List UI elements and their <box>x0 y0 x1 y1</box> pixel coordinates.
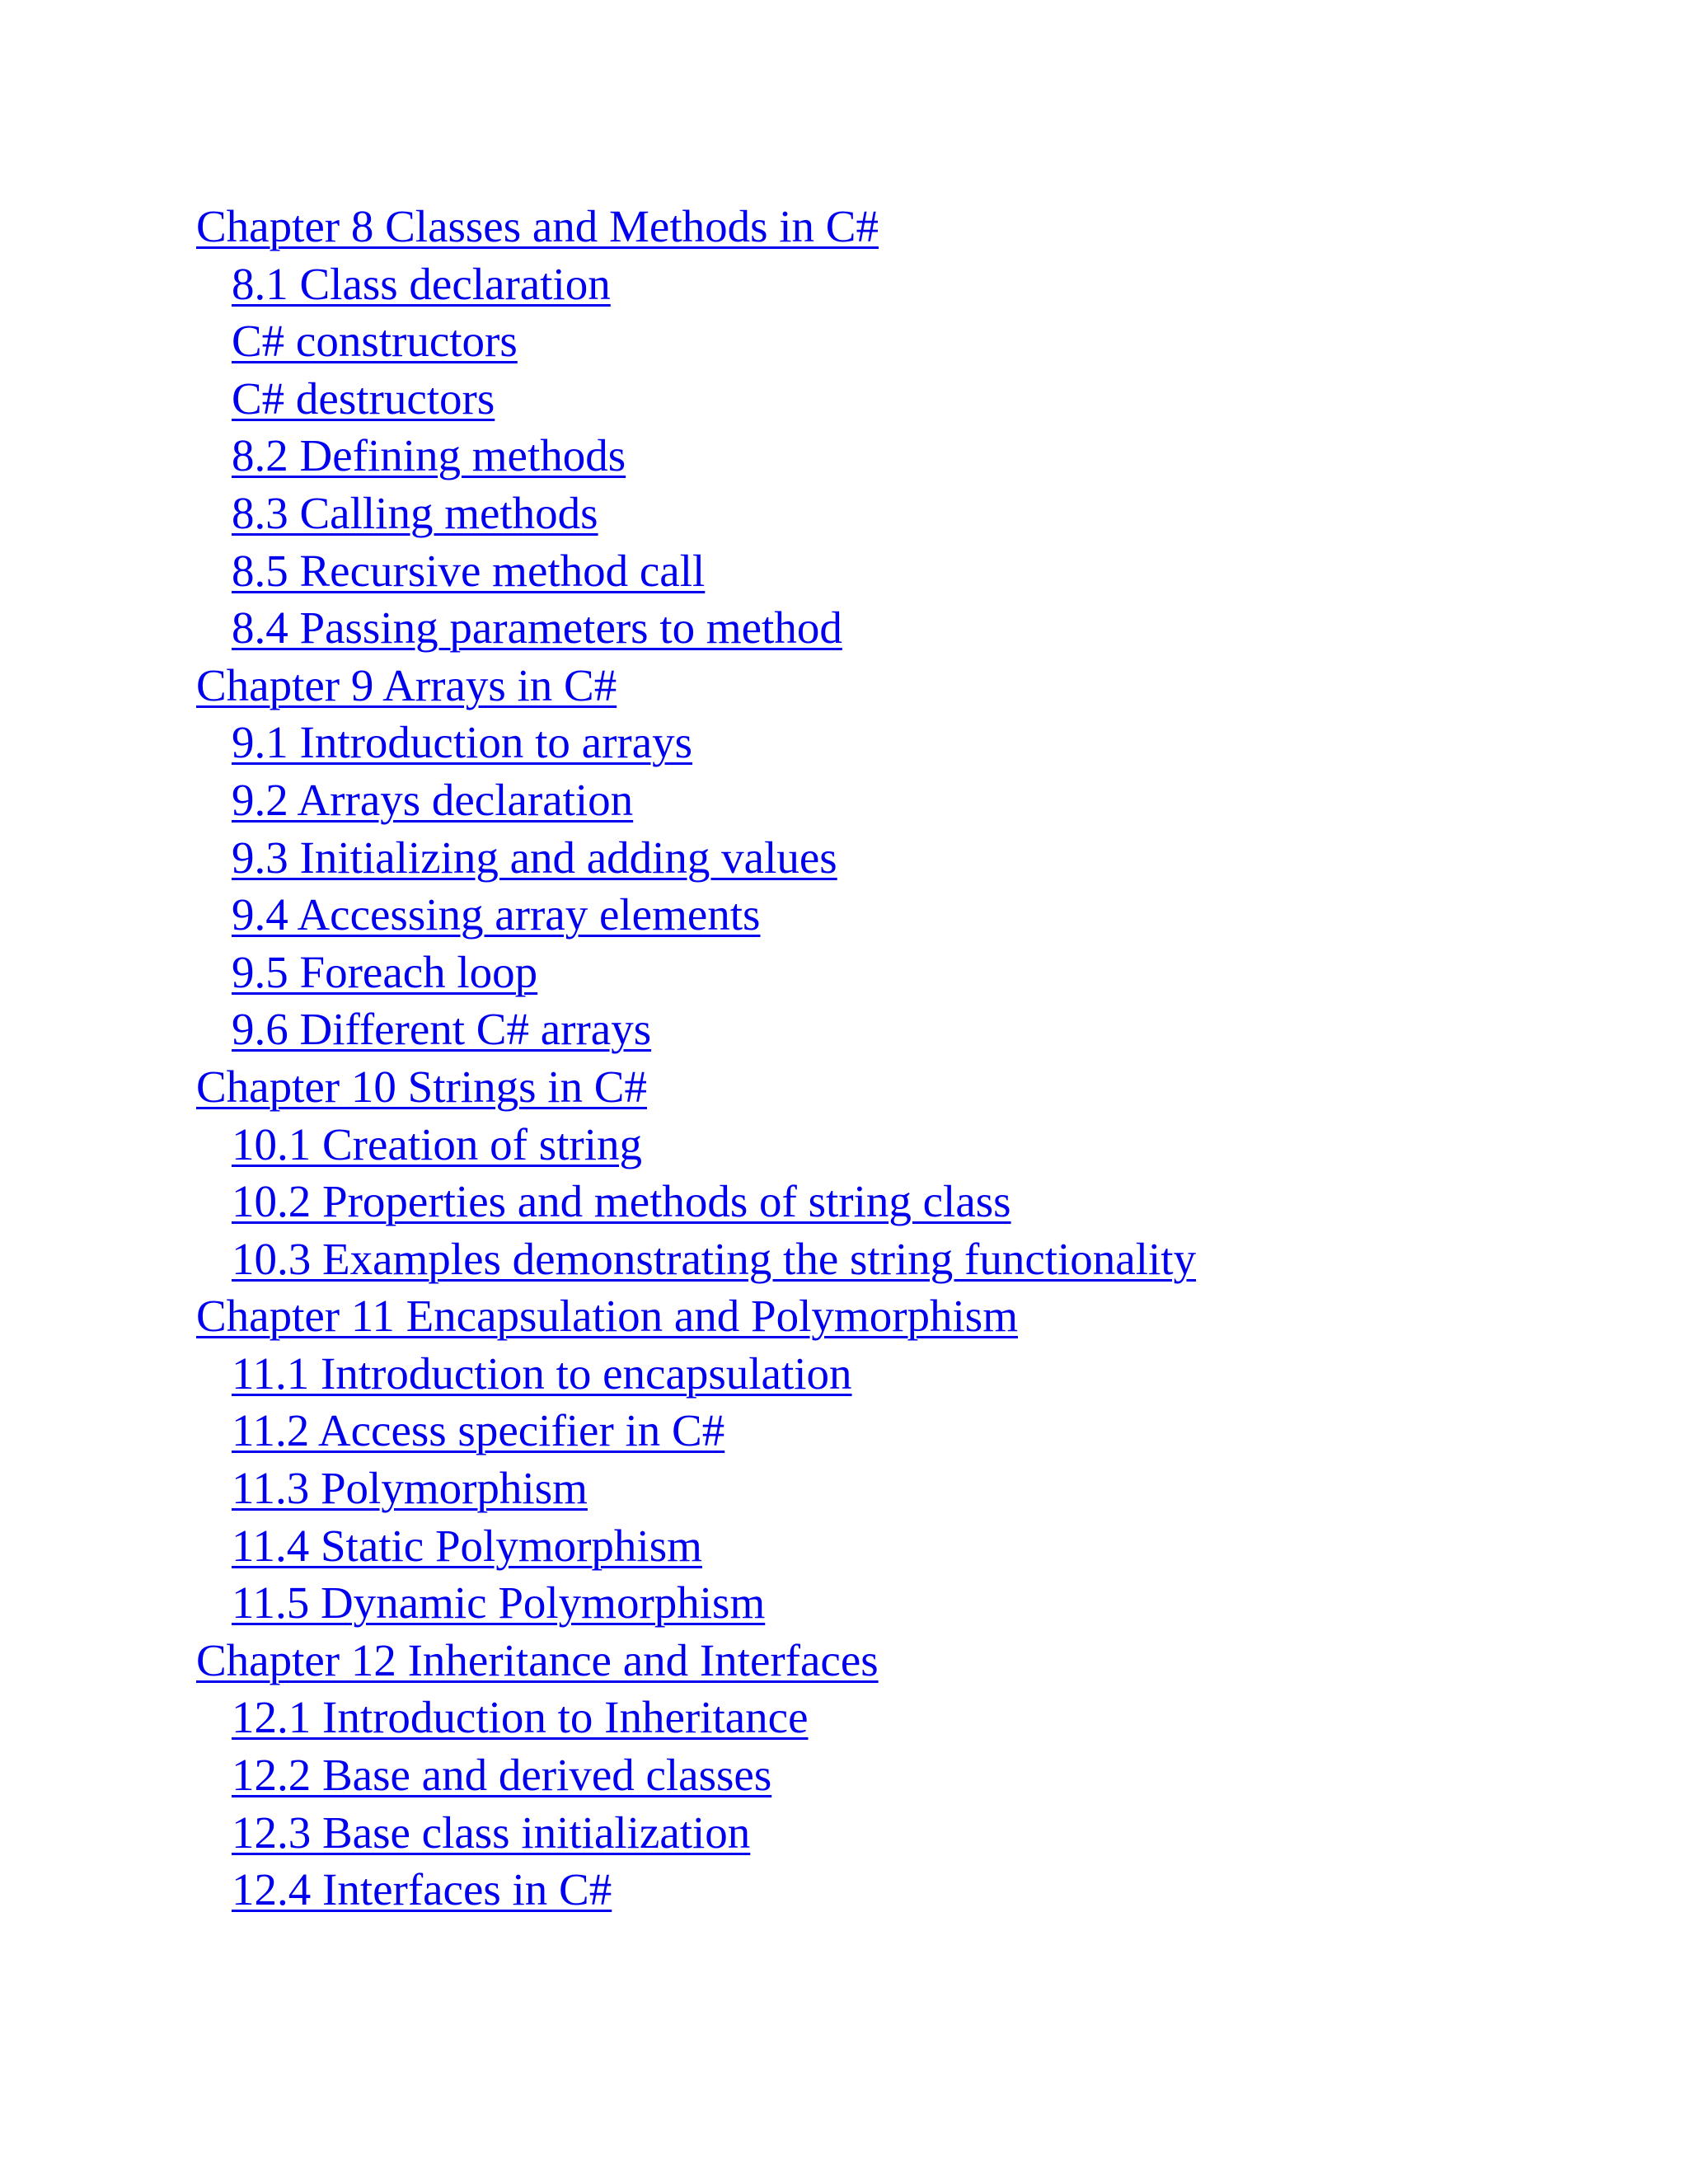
toc-section-entry <box>0 717 1688 775</box>
toc-section-entry <box>0 832 1688 890</box>
toc-section-entry <box>0 316 1688 373</box>
toc-section-entry <box>0 602 1688 660</box>
toc-link[interactable]: 8.3 Calling methods <box>232 487 598 538</box>
toc-section-entry <box>0 1692 1688 1750</box>
toc-link[interactable]: 11.4 Static Polymorphism <box>232 1520 702 1571</box>
toc-chapter-entry <box>0 201 1688 259</box>
toc-link[interactable]: 11.1 Introduction to encapsulation <box>232 1347 852 1399</box>
toc-link[interactable]: 12.4 Interfaces in C# <box>232 1864 612 1915</box>
toc-section-entry <box>0 947 1688 1005</box>
toc-link[interactable]: 9.4 Accessing array elements <box>232 889 761 940</box>
toc-chapter-entry <box>0 1291 1688 1348</box>
toc-link[interactable]: 11.5 Dynamic Polymorphism <box>232 1577 766 1629</box>
toc-link[interactable]: Chapter 11 Encapsulation and Polymorphism <box>196 1291 1018 1342</box>
toc-link[interactable]: 11.3 Polymorphism <box>232 1463 588 1514</box>
toc-section-entry <box>0 1119 1688 1177</box>
toc-link[interactable]: Chapter 9 Arrays in C# <box>196 659 617 710</box>
toc-link[interactable]: 9.5 Foreach loop <box>232 946 538 997</box>
toc-section-entry <box>0 488 1688 546</box>
toc-section-entry <box>0 430 1688 488</box>
toc-link[interactable]: C# destructors <box>232 373 495 424</box>
toc-link[interactable]: 9.3 Initializing and adding values <box>232 832 837 883</box>
table-of-contents <box>0 201 1688 1922</box>
toc-section-entry <box>0 1463 1688 1521</box>
toc-section-entry <box>0 1348 1688 1406</box>
toc-link[interactable]: 12.3 Base class initialization <box>232 1807 751 1858</box>
toc-link[interactable]: 10.2 Properties and methods of string class <box>232 1176 1011 1227</box>
toc-section-entry <box>0 259 1688 316</box>
toc-link[interactable]: 8.5 Recursive method call <box>232 545 706 596</box>
toc-link[interactable]: Chapter 12 Inheritance and Interfaces <box>196 1634 879 1685</box>
toc-link[interactable]: Chapter 10 Strings in C# <box>196 1061 647 1112</box>
toc-section-entry <box>0 1864 1688 1922</box>
toc-section-entry <box>0 1750 1688 1807</box>
toc-link[interactable]: C# constructors <box>232 316 518 367</box>
toc-link[interactable]: 11.2 Access specifier in C# <box>232 1405 725 1456</box>
toc-link[interactable]: 8.4 Passing parameters to method <box>232 602 842 654</box>
toc-link[interactable]: 9.2 Arrays declaration <box>232 774 634 825</box>
toc-section-entry <box>0 1577 1688 1635</box>
toc-chapter-entry <box>0 1062 1688 1119</box>
toc-link[interactable]: 10.3 Examples demonstrating the string functionality <box>232 1233 1197 1284</box>
toc-section-entry <box>0 1176 1688 1234</box>
toc-section-entry <box>0 1004 1688 1062</box>
toc-link[interactable]: 12.1 Introduction to Inheritance <box>232 1692 809 1743</box>
toc-section-entry <box>0 775 1688 832</box>
toc-section-entry <box>0 546 1688 603</box>
toc-link[interactable]: 8.2 Defining methods <box>232 430 626 481</box>
toc-section-entry <box>0 1234 1688 1291</box>
toc-link[interactable]: Chapter 8 Classes and Methods in C# <box>196 201 879 251</box>
toc-link[interactable]: 12.2 Base and derived classes <box>232 1750 772 1801</box>
toc-chapter-entry <box>0 1635 1688 1693</box>
toc-link[interactable]: 10.1 Creation of string <box>232 1118 642 1169</box>
toc-section-entry <box>0 1521 1688 1578</box>
toc-section-entry <box>0 373 1688 431</box>
toc-link[interactable]: 9.1 Introduction to arrays <box>232 717 693 768</box>
toc-section-entry <box>0 889 1688 947</box>
toc-chapter-entry <box>0 660 1688 718</box>
toc-section-entry <box>0 1405 1688 1463</box>
toc-link[interactable]: 9.6 Different C# arrays <box>232 1004 652 1055</box>
toc-link[interactable]: 8.1 Class declaration <box>232 258 611 309</box>
toc-section-entry <box>0 1807 1688 1865</box>
